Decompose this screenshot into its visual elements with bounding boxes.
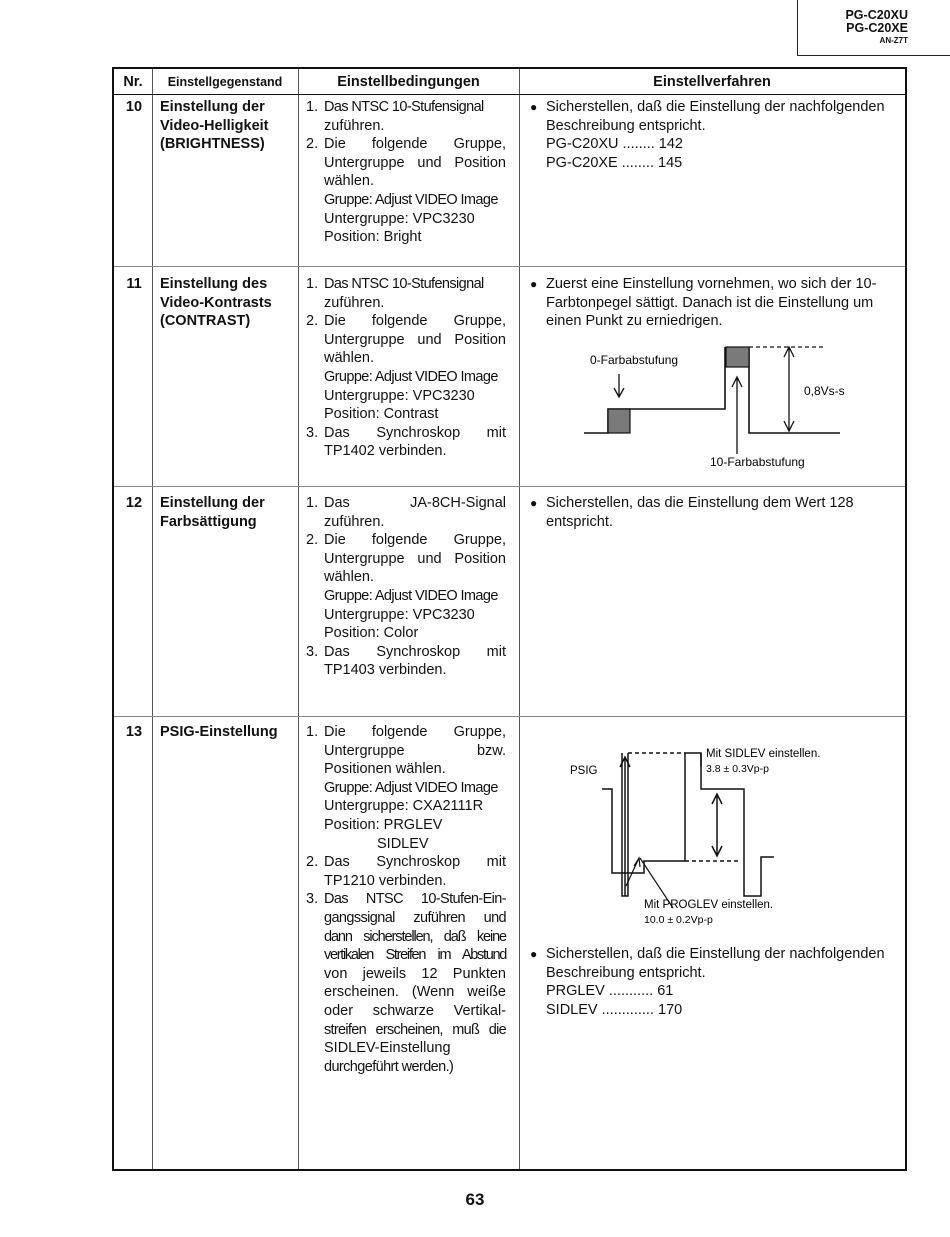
item-text: Die folgende Gruppe, (324, 313, 506, 330)
item-number: 3. (306, 643, 319, 660)
procedure-text: Sicherstellen, daß die Einstellung der nachfolgenden (546, 946, 885, 962)
subject-line: Einstellung der (160, 99, 265, 115)
page-number: 63 (465, 1190, 485, 1209)
subject-line: Farbsättigung (160, 513, 257, 530)
model-sub: AN-Z7T (879, 36, 908, 45)
label-proglev-value: 10.0 ± 0.2Vp-p (644, 914, 713, 926)
item-text: Das Synchroskop mit (324, 424, 506, 441)
group-setting: Gruppe: Adjust VIDEO Image (324, 587, 498, 604)
bullet-icon: ● (530, 947, 538, 961)
header-divider (114, 94, 905, 95)
item-number: 1. (306, 276, 319, 292)
col-divider (519, 69, 520, 1169)
model-header (797, 0, 950, 56)
row-subject (160, 275, 272, 331)
target-value: SIDLEV ............. 170 (546, 1001, 683, 1018)
header-conditions: Einstellbedingungen (337, 73, 480, 90)
row-divider (114, 486, 905, 487)
item-text: gangssignal zuführen und (324, 909, 506, 926)
col-divider (298, 69, 299, 1169)
item-number: 3. (306, 424, 319, 441)
condition-item (306, 494, 506, 531)
row-subject (160, 494, 265, 531)
row-conditions (306, 98, 506, 247)
contrast-waveform-diagram (574, 337, 864, 471)
row-divider (114, 266, 905, 267)
row-conditions (306, 723, 506, 1076)
header-procedure: Einstellverfahren (653, 73, 771, 90)
condition-item (306, 98, 506, 135)
item-text: oder schwarze Vertikal- (324, 1002, 506, 1019)
procedure-text: Sicherstellen, daß die Einstellung der nachfolgenden (546, 99, 885, 115)
procedure-text: Beschreibung entspricht. (546, 964, 706, 981)
item-number: 2. (306, 854, 319, 871)
col-divider (152, 69, 153, 1169)
group-setting: Gruppe: Adjust VIDEO Image (324, 368, 498, 385)
subgroup-setting: Untergruppe: VPC3230 (324, 387, 475, 404)
header-nr: Nr. (123, 73, 143, 90)
item-text: Das NTSC 10-Stufen-Ein- (324, 891, 506, 908)
subject-line: PSIG-Einstellung (160, 724, 278, 740)
subject-line: (CONTRAST) (160, 313, 251, 330)
subject-line: Video-Kontrasts (160, 294, 272, 311)
item-number: 1. (306, 724, 319, 740)
row-conditions (306, 275, 506, 461)
subgroup-setting: Untergruppe: VPC3230 (324, 210, 475, 227)
procedure-bullet (528, 945, 890, 982)
double-arrow-icon (712, 794, 722, 856)
target-value: PRGLEV ........... 61 (546, 983, 674, 1000)
item-text: Untergruppe bzw. (324, 742, 506, 759)
row-number: 10 (125, 99, 143, 115)
item-text: Untergruppe und Position (324, 550, 506, 567)
item-number: 3. (306, 891, 319, 908)
step-0-block (608, 409, 630, 433)
position-setting: Position: Bright (324, 229, 422, 246)
position-setting-2: SIDLEV (377, 835, 429, 852)
item-number: 2. (306, 532, 319, 549)
item-text: zuführen. (324, 294, 385, 311)
item-text: durchgeführt werden.) (324, 1058, 454, 1075)
item-text: zuführen. (324, 513, 385, 530)
item-number: 1. (306, 99, 319, 115)
item-text: wählen. (324, 569, 374, 586)
model-name-1: PG-C20XU (845, 8, 908, 22)
row-number: 13 (125, 724, 143, 740)
subject-line: Einstellung des (160, 276, 268, 292)
label-sidlev: Mit SIDLEV einstellen. (706, 748, 821, 760)
row-subject (160, 98, 269, 154)
procedure-text: Zuerst eine Einstellung vornehmen, wo sich der 10- (546, 276, 877, 292)
item-text: Das NTSC 10-Stufensignal (324, 99, 484, 115)
condition-item (306, 723, 506, 779)
item-text: von jeweils 12 Punkten (324, 965, 506, 982)
psig-waveform-diagram (570, 746, 870, 926)
group-setting: Gruppe: Adjust VIDEO Image (324, 191, 498, 208)
position-setting: Position: Contrast (324, 406, 439, 423)
position-setting: Position: PRGLEV (324, 816, 443, 833)
subject-line: Einstellung der (160, 495, 265, 511)
condition-item (306, 531, 506, 587)
arrow-down-icon (614, 374, 624, 397)
subject-line: (BRIGHTNESS) (160, 136, 265, 153)
label-10-farbabstufung: 10-Farbabstufung (710, 455, 805, 469)
condition-item (306, 135, 506, 191)
item-text: Die folgende Gruppe, (324, 136, 506, 153)
row-subject (160, 723, 278, 742)
subgroup-setting: Untergruppe: VPC3230 (324, 606, 475, 623)
item-text: TP1210 verbinden. (324, 872, 447, 889)
bullet-icon: ● (530, 277, 538, 291)
item-text: streifen erscheinen, muß die (324, 1021, 506, 1038)
subgroup-setting: Untergruppe: CXA2111R (324, 798, 484, 815)
item-text: SIDLEV-Einstellung (324, 1040, 451, 1057)
procedure-bullet (528, 275, 890, 331)
item-text: Untergruppe und Position (324, 331, 506, 348)
condition-item (306, 312, 506, 368)
group-setting: Gruppe: Adjust VIDEO Image (324, 779, 498, 796)
header-subject: Einstellgegenstand (167, 74, 283, 89)
label-psig: PSIG (570, 765, 598, 777)
bullet-icon: ● (530, 100, 538, 114)
procedure-text: Beschreibung entspricht. (546, 117, 706, 134)
item-text: TP1403 verbinden. (324, 662, 447, 679)
item-text: Das Synchroskop mit (324, 854, 506, 871)
row-procedure (528, 494, 890, 531)
arrow-up-icon (732, 377, 742, 454)
label-proglev: Mit PROGLEV einstellen. (644, 899, 774, 911)
target-value: PG-C20XU ........ 142 (546, 136, 683, 153)
row-divider (114, 716, 905, 717)
item-text: zuführen. (324, 117, 385, 134)
procedure-text: Sicherstellen, das die Einstellung dem Wert 128 (546, 495, 854, 511)
procedure-bullet (528, 494, 890, 531)
label-sidlev-value: 3.8 ± 0.3Vp-p (706, 763, 769, 775)
bullet-icon: ● (530, 496, 538, 510)
item-text: Das Synchroskop mit (324, 643, 506, 660)
item-text: wählen. (324, 173, 374, 190)
row-procedure (528, 275, 890, 331)
procedure-text: Farbtonpegel sättigt. Danach ist die Einstellung um (546, 294, 874, 311)
row-procedure (528, 945, 890, 1019)
subject-line: Video-Helligkeit (160, 117, 269, 134)
condition-item (306, 853, 506, 890)
row-conditions (306, 494, 506, 680)
item-text: Das JA-8CH-Signal (324, 495, 506, 511)
position-setting: Position: Color (324, 625, 419, 642)
condition-item (306, 643, 506, 680)
item-text: Die folgende Gruppe, (324, 532, 506, 549)
double-arrow-icon (784, 347, 794, 431)
item-text: Positionen wählen. (324, 761, 446, 778)
target-value: PG-C20XE ........ 145 (546, 154, 683, 171)
label-level: 0,8Vs-s (804, 384, 845, 398)
item-text: Das NTSC 10-Stufensignal (324, 276, 484, 292)
procedure-text: einen Punkt zu erniedrigen. (546, 313, 723, 330)
step-10-block (726, 347, 749, 367)
row-procedure (528, 98, 890, 172)
item-text: dann sicherstellen, daß keine (324, 928, 506, 945)
procedure-bullet (528, 98, 890, 135)
item-text: wählen. (324, 350, 374, 367)
item-text: TP1402 verbinden. (324, 443, 447, 460)
item-text: Untergruppe und Position (324, 154, 506, 171)
model-name-2: PG-C20XE (846, 21, 908, 35)
item-text: Die folgende Gruppe, (324, 724, 506, 740)
condition-item (306, 275, 506, 312)
condition-item (306, 890, 506, 1076)
row-number: 11 (126, 276, 142, 292)
item-text: vertikalen Streifen im Abstund (324, 947, 506, 964)
item-text: erscheinen. (Wenn weiße (324, 984, 506, 1001)
item-number: 2. (306, 313, 319, 330)
row-number: 12 (125, 495, 143, 511)
adjustment-table (112, 67, 907, 1171)
label-0-farbabstufung: 0-Farbabstufung (590, 353, 679, 367)
item-number: 2. (306, 136, 319, 153)
procedure-text: entspricht. (546, 513, 613, 530)
item-number: 1. (306, 495, 319, 511)
condition-item (306, 424, 506, 461)
